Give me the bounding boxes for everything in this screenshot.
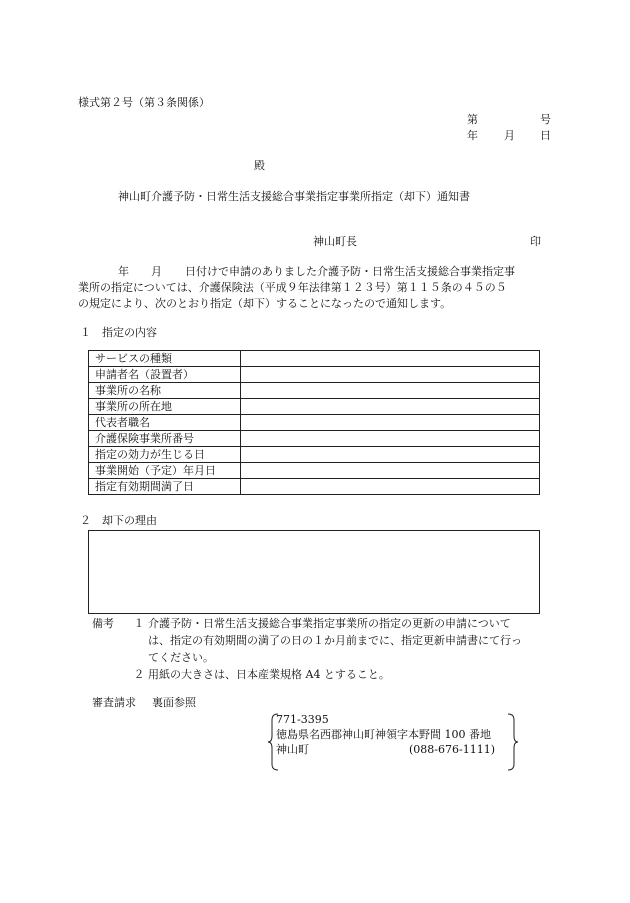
body-line-1: 日付けで申請のありました介護予防・日常生活支援総合事業指定事 <box>185 265 515 278</box>
row-label: 事業所の所在地 <box>89 399 241 415</box>
row-label: 介護保険事業所番号 <box>89 431 241 447</box>
note-2-text: 用紙の大きさは、日本産業規格 A4 とすること。 <box>148 668 390 681</box>
postal-code: 771-3395 <box>276 713 329 726</box>
table-row <box>89 479 540 495</box>
date-month: 月 <box>504 129 515 142</box>
document-title: 神山町介護予防・日常生活支援総合事業指定事業所指定（却下）通知書 <box>118 190 470 203</box>
body-year: 年 <box>118 265 129 278</box>
row-value <box>241 399 540 415</box>
body-line-3: の規定により、次のとおり指定（却下）することになったので通知します。 <box>78 297 452 310</box>
row-label: 代表者職名 <box>89 415 241 431</box>
row-value <box>241 479 540 495</box>
phone-number: (088-676-1111) <box>409 743 496 756</box>
note-1-line-2: は、指定の有効期間の満了の日の１か月前までに、指定更新申請書にて行っ <box>148 634 522 647</box>
designation-table <box>88 350 540 495</box>
address-block <box>268 712 518 772</box>
body-month: 月 <box>151 265 162 278</box>
row-label: サービスの種類 <box>89 351 241 367</box>
addressee-suffix: 殿 <box>254 159 265 172</box>
row-value <box>241 447 540 463</box>
table-row <box>89 463 540 479</box>
street-address: 徳島県名西郡神山町神領字本野間 100 番地 <box>276 728 491 741</box>
row-label: 申請者名（設置者） <box>89 367 241 383</box>
notes-label: 備考 <box>92 617 114 630</box>
office-name: 神山町 <box>276 743 309 756</box>
section-2-heading: ２ 却下の理由 <box>80 514 157 527</box>
date-year: 年 <box>467 129 478 142</box>
row-value <box>241 351 540 367</box>
number-dai: 第 <box>467 113 478 126</box>
review-label: 審査請求 <box>92 696 136 709</box>
table-row <box>89 447 540 463</box>
row-value <box>241 367 540 383</box>
review-value: 裏面参照 <box>152 696 196 709</box>
row-value <box>241 463 540 479</box>
seal-mark: 印 <box>530 235 541 248</box>
issuer-name: 神山町長 <box>313 235 357 248</box>
note-1-number: １ <box>133 617 145 630</box>
row-label: 事業開始（予定）年月日 <box>89 463 241 479</box>
row-value <box>241 431 540 447</box>
row-label: 事業所の名称 <box>89 383 241 399</box>
table-row <box>89 383 540 399</box>
note-1-line-3: てください。 <box>148 651 214 664</box>
section-1-heading: １ 指定の内容 <box>80 326 157 339</box>
number-go: 号 <box>540 113 551 126</box>
form-label: 様式第２号（第３条関係） <box>78 96 210 109</box>
note-2-number: ２ <box>133 668 145 681</box>
date-day: 日 <box>540 129 551 142</box>
row-value <box>241 415 540 431</box>
table-row <box>89 399 540 415</box>
notes <box>92 615 562 683</box>
note-1-line-1: 介護予防・日常生活支援総合事業指定事業所の指定の更新の申請について <box>148 617 511 630</box>
table-row <box>89 351 540 367</box>
rejection-reason-box <box>88 530 540 614</box>
row-label: 指定有効期間満了日 <box>89 479 241 495</box>
table-row <box>89 367 540 383</box>
row-label: 指定の効力が生じる日 <box>89 447 241 463</box>
row-value <box>241 383 540 399</box>
table-row <box>89 431 540 447</box>
body-line-2: 業所の指定については、介護保険法（平成９年法律第１２３号）第１１５条の４５の５ <box>78 281 507 294</box>
table-row <box>89 415 540 431</box>
